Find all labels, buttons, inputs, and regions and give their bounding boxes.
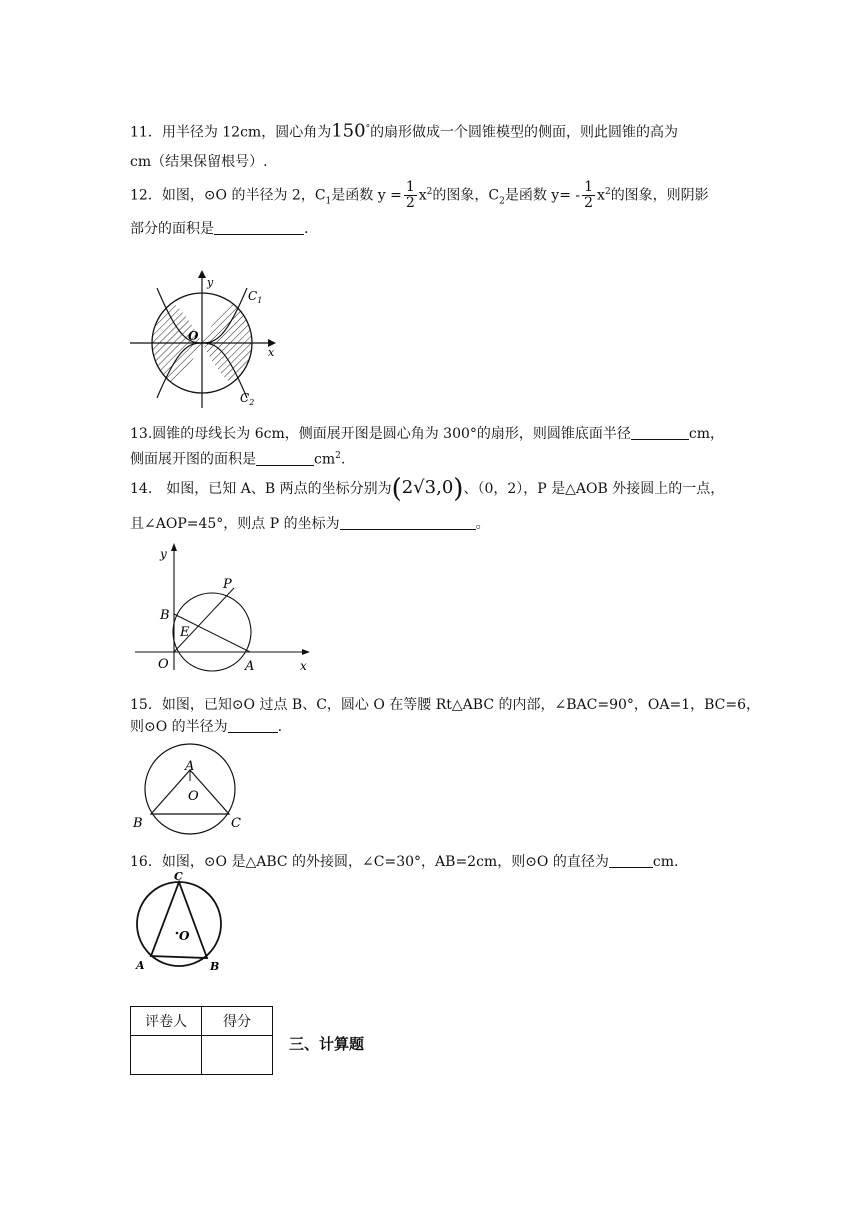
- q14-line2: 且∠AOP=45°，则点 P 的坐标为 。: [130, 516, 490, 532]
- q13-line1: 13.圆锥的母线长为 6cm，侧面展开图是圆心角为 300°的扇形，则圆锥底面半径 cm，: [130, 426, 725, 442]
- fig12-c1-label: $C_1$: [248, 289, 263, 305]
- score-table-score-header: 得分: [202, 1007, 273, 1036]
- figure-14: [130, 540, 315, 675]
- fig14-point-p-label: P: [223, 577, 232, 592]
- fig15-point-c-label: C: [231, 816, 241, 831]
- fig16-center-label: O: [179, 929, 190, 943]
- fig14-point-a-label: A: [245, 659, 255, 674]
- fig14-point-b-label: B: [160, 608, 170, 623]
- fig14-x-label: x: [300, 659, 307, 673]
- figure-15: [130, 743, 250, 838]
- figure-12: [128, 268, 278, 410]
- fig16-point-c-label: C: [174, 870, 183, 883]
- score-table-reviewer-header: 评卷人: [131, 1007, 202, 1036]
- q16-line1: 16．如图，⊙O 是△ABC 的外接圆，∠C=30°，AB=2cm，则⊙O 的直径为 cm.: [130, 854, 679, 870]
- fig14-origin-label: O: [158, 657, 169, 672]
- fig15-center-label: O: [188, 789, 199, 804]
- q12-answer-blank[interactable]: [214, 220, 304, 235]
- fig16-point-b-label: B: [210, 960, 220, 973]
- q13-area-blank[interactable]: [256, 451, 314, 466]
- fig12-x-label: x: [268, 346, 275, 359]
- fig16-circle: [137, 882, 221, 966]
- q13-radius-blank[interactable]: [631, 425, 689, 440]
- q15-line1: 15．如图，已知⊙O 过点 B、C，圆心 O 在等腰 Rt△ABC 的内部，∠BAC=90°，OA=1，BC=6，: [130, 697, 761, 713]
- q11-line1: 11．用半径为 12cm，圆心角为150°的扇形做成一个圆锥模型的侧面，则此圆锥的高为: [130, 120, 679, 142]
- q12-line1: 12．如图，⊙O 的半径为 2，$C_1$是函数 y = $\frac{1}{2}$ $x^2$的图象，$C_2$是函数 y= - $\frac{1}{2}$ $x^2$的图象，则阴影: [130, 179, 709, 211]
- fig15-point-b-label: B: [133, 816, 143, 831]
- q13-line2: 侧面展开图的面积是 $cm^2$.: [130, 451, 346, 468]
- fig16-triangle: [151, 882, 207, 958]
- figure-16: [130, 870, 230, 975]
- q16-answer-blank[interactable]: [609, 853, 653, 868]
- q11-line2: cm（结果保留根号）.: [130, 154, 268, 170]
- q15-answer-blank[interactable]: [228, 718, 278, 733]
- q14-line1: 14. 如图，已知 A、B 两点的坐标分别为(2√3,0)、（0，2），P 是△AOB 外接圆上的一点，: [130, 474, 725, 504]
- fig12-c2-label: $C_2$: [240, 391, 255, 407]
- section-title: 三、计算题: [289, 1035, 365, 1053]
- fig14-y-label: y: [160, 547, 167, 561]
- fig16-point-a-label: A: [136, 959, 145, 972]
- score-table-score-cell[interactable]: [202, 1036, 273, 1075]
- score-table-reviewer-cell[interactable]: [131, 1036, 202, 1075]
- q15-line2: 则⊙O 的半径为 .: [130, 719, 283, 735]
- q14-answer-blank[interactable]: [340, 515, 476, 530]
- fig14-point-e-label: E: [180, 625, 190, 640]
- fig12-origin-label: O: [188, 329, 199, 343]
- score-table: [130, 1006, 273, 1075]
- q12-line2: 部分的面积是 .: [130, 221, 309, 237]
- fig15-point-a-label: A: [185, 759, 195, 774]
- fig12-y-label: y: [207, 276, 214, 289]
